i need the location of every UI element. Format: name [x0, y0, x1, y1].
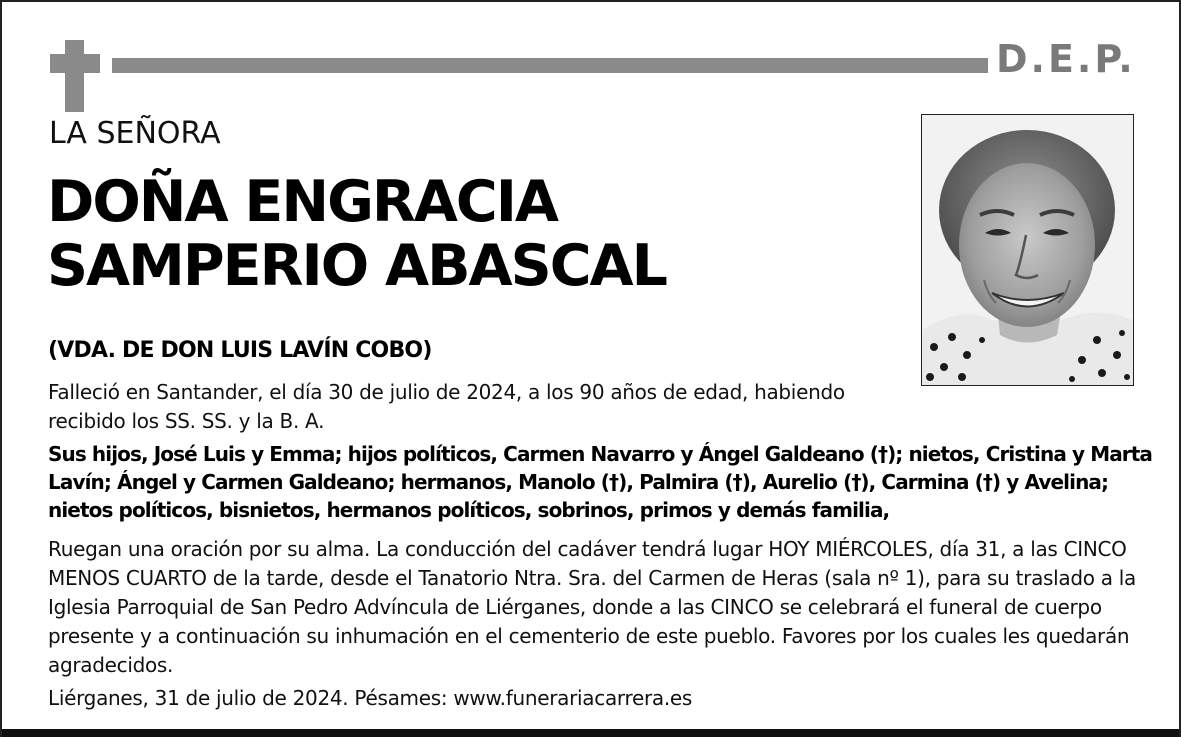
footer-line: Liérganes, 31 de julio de 2024. Pésames: www.funerariacarrera.es	[48, 686, 693, 710]
portrait-photo	[921, 114, 1134, 386]
portrait-image	[922, 115, 1133, 385]
header-rule	[112, 58, 988, 73]
cross-vertical-bar	[65, 40, 84, 112]
deceased-name	[47, 170, 666, 298]
dep-heading: D.E.P.	[996, 37, 1136, 81]
pre-title: LA SEÑORA	[49, 116, 221, 151]
name-line-1: DOÑA ENGRACIA	[47, 169, 558, 235]
widow-of: (VDA. DE DON LUIS LAVÍN COBO)	[48, 338, 432, 363]
death-notice: Falleció en Santander, el día 30 de julio de 2024, a los 90 años de edad, habiendo recibido los SS. SS. y la B. A.	[48, 380, 845, 433]
name-line-2: SAMPERIO ABASCAL	[47, 233, 666, 299]
family-list: Sus hijos, José Luis y Emma; hijos políticos, Carmen Navarro y Ángel Galdeano (†); nietos, Cristina y Marta Lavín; Ángel y Carmen Galdeano; hermanos, Manolo (†), Palmira (†), Aurelio (†), Carmina (†) y Avelina; nietos políticos, bisnietos, hermanos políticos, sobrinos, primos y demás familia,	[48, 442, 1153, 522]
cross-horizontal-bar	[50, 54, 100, 73]
bottom-border	[2, 729, 1179, 737]
funeral-details: Ruegan una oración por su alma. La conducción del cadáver tendrá lugar HOY MIÉRCOLES, día 31, a las CINCO MENOS CUARTO de la tarde, desde el Tanatorio Ntra. Sra. del Carmen de Heras (sala nº 1), para su traslado a la Iglesia Parroquial de San Pedro Advíncula de Liérganes, donde a las CINCO se celebrará el funeral de cuerpo presente y a continuación su inhumación en el cementerio de este pueblo. Favores por los cuales les quedarán agradecidos.	[48, 537, 1136, 677]
